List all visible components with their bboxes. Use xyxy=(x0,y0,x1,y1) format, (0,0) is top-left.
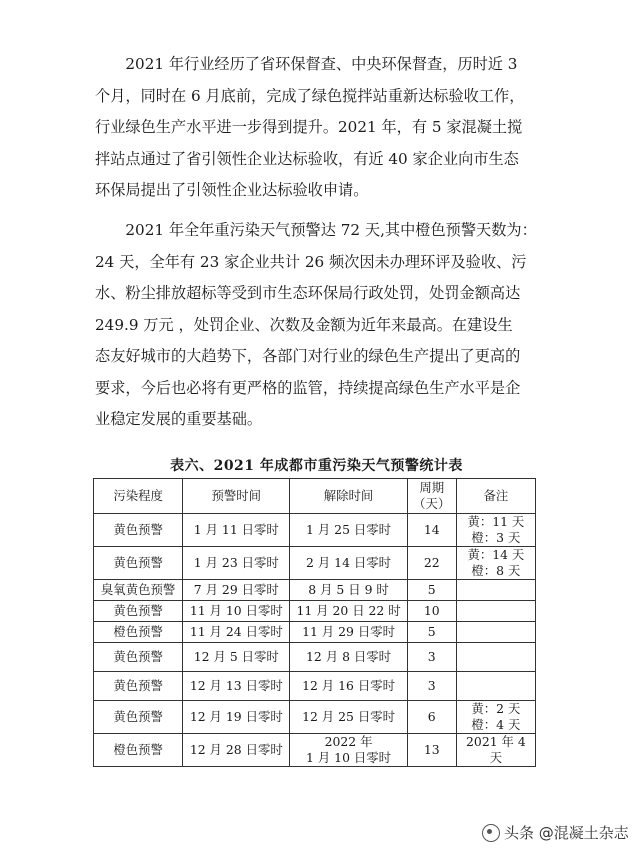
header-release-time: 解除时间 xyxy=(290,479,407,514)
paragraph-line: 24 天，全年有 23 家企业共计 26 频次因未办理环评及验收、污 xyxy=(95,252,527,271)
paragraph-line: 2021 年行业经历了省环保督查、中央环保督查，历时近 3 xyxy=(95,55,518,73)
table-row xyxy=(94,734,536,767)
watermark xyxy=(482,822,629,843)
cell-days: 3 xyxy=(407,672,456,701)
cell-start: 11 月 10 日零时 xyxy=(183,601,290,622)
cell-days: 5 xyxy=(407,622,456,643)
paragraph-industry-review xyxy=(95,49,545,207)
paragraph-line: 行业绿色生产水平进一步得到提升。2021 年，有 5 家混凝土搅 xyxy=(95,118,523,136)
pollution-warning-table xyxy=(93,478,536,767)
paragraph-line: 业稳定发展的重要基础。 xyxy=(95,410,263,428)
table-row xyxy=(94,643,536,672)
cell-note: 黄：14 天 橙：8 天 xyxy=(456,547,535,580)
cell-level: 黄色预警 xyxy=(94,601,183,622)
cell-level: 黄色预警 xyxy=(94,701,183,734)
cell-end: 2 月 14 日零时 xyxy=(290,547,407,580)
table-row xyxy=(94,622,536,643)
cell-level: 黄色预警 xyxy=(94,672,183,701)
cell-start: 7 月 29 日零时 xyxy=(183,580,290,601)
cell-note xyxy=(456,643,535,672)
cell-level: 橙色预警 xyxy=(94,734,183,767)
table-row xyxy=(94,580,536,601)
cell-end: 1 月 25 日零时 xyxy=(290,514,407,547)
cell-end: 2022 年 1 月 10 日零时 xyxy=(290,734,407,767)
paragraph-line: 态友好城市的大趋势下，各部门对行业的绿色生产提出了更高的 xyxy=(95,347,521,365)
paragraph-line: 个月，同时在 6 月底前，完成了绿色搅拌站重新达标验收工作， xyxy=(95,86,525,105)
table-row xyxy=(94,701,536,734)
cell-end: 8 月 5 日 9 时 xyxy=(290,580,407,601)
paragraph-pollution-warnings xyxy=(95,215,545,436)
cell-level: 黄色预警 xyxy=(94,643,183,672)
cell-days: 10 xyxy=(407,601,456,622)
cell-level: 黄色预警 xyxy=(94,547,183,580)
cell-start: 12 月 5 日零时 xyxy=(183,643,290,672)
table-row xyxy=(94,672,536,701)
cell-start: 1 月 23 日零时 xyxy=(183,547,290,580)
cell-note: 黄：2 天 橙：4 天 xyxy=(456,701,535,734)
cell-level: 臭氧黄色预警 xyxy=(94,580,183,601)
cell-days: 14 xyxy=(407,514,456,547)
header-remarks: 备注 xyxy=(456,479,535,514)
header-period-days: 周期 （天） xyxy=(407,479,456,514)
header-warning-time: 预警时间 xyxy=(183,479,290,514)
header-pollution-level: 污染程度 xyxy=(94,479,183,514)
cell-note: 黄：11 天 橙：3 天 xyxy=(456,514,535,547)
cell-end: 12 月 25 日零时 xyxy=(290,701,407,734)
cell-end: 12 月 16 日零时 xyxy=(290,672,407,701)
paragraph-line: 249.9 万元 ，处罚企业、次数及金额为近年来最高。在建设生 xyxy=(95,315,513,334)
cell-level: 橙色预警 xyxy=(94,622,183,643)
cell-days: 22 xyxy=(407,547,456,580)
cell-days: 6 xyxy=(407,701,456,734)
cell-start: 12 月 19 日零时 xyxy=(183,701,290,734)
paragraph-line: 水、粉尘排放超标等受到市生态环保局行政处罚，处罚金额高达 xyxy=(95,284,521,302)
cell-days: 5 xyxy=(407,580,456,601)
paragraph-line: 环保局提出了引领性企业达标验收申请。 xyxy=(95,181,369,199)
table-row xyxy=(94,601,536,622)
cell-end: 11 月 20 日 22 时 xyxy=(290,601,407,622)
table-row xyxy=(94,547,536,580)
paragraph-line: 要求，今后也必将有更严格的监管，持续提高绿色生产水平是企 xyxy=(95,378,521,397)
paragraph-line: 拌站点通过了省引领性企业达标验收，有近 40 家企业向市生态 xyxy=(95,149,519,168)
cell-start: 1 月 11 日零时 xyxy=(183,514,290,547)
cell-note: 2021 年 4 天 xyxy=(456,734,535,767)
cell-start: 12 月 13 日零时 xyxy=(183,672,290,701)
paragraph-line: 2021 年全年重污染天气预警达 72 天,其中橙色预警天数为： xyxy=(95,221,537,239)
table-title: 表六、2021 年成都市重污染天气预警统计表 xyxy=(170,458,463,474)
table-header-row xyxy=(94,479,536,514)
watermark-text: 头条 @混凝土杂志 xyxy=(504,824,629,842)
cell-level: 黄色预警 xyxy=(94,514,183,547)
table-row xyxy=(94,514,536,547)
cell-start: 11 月 24 日零时 xyxy=(183,622,290,643)
cell-days: 3 xyxy=(407,643,456,672)
cell-end: 11 月 29 日零时 xyxy=(290,622,407,643)
cell-note xyxy=(456,622,535,643)
cell-note xyxy=(456,672,535,701)
cell-note xyxy=(456,580,535,601)
cell-days: 13 xyxy=(407,734,456,767)
cell-end: 12 月 8 日零时 xyxy=(290,643,407,672)
cell-start: 12 月 28 日零时 xyxy=(183,734,290,767)
cell-note xyxy=(456,601,535,622)
toutiao-logo-icon xyxy=(482,824,500,842)
